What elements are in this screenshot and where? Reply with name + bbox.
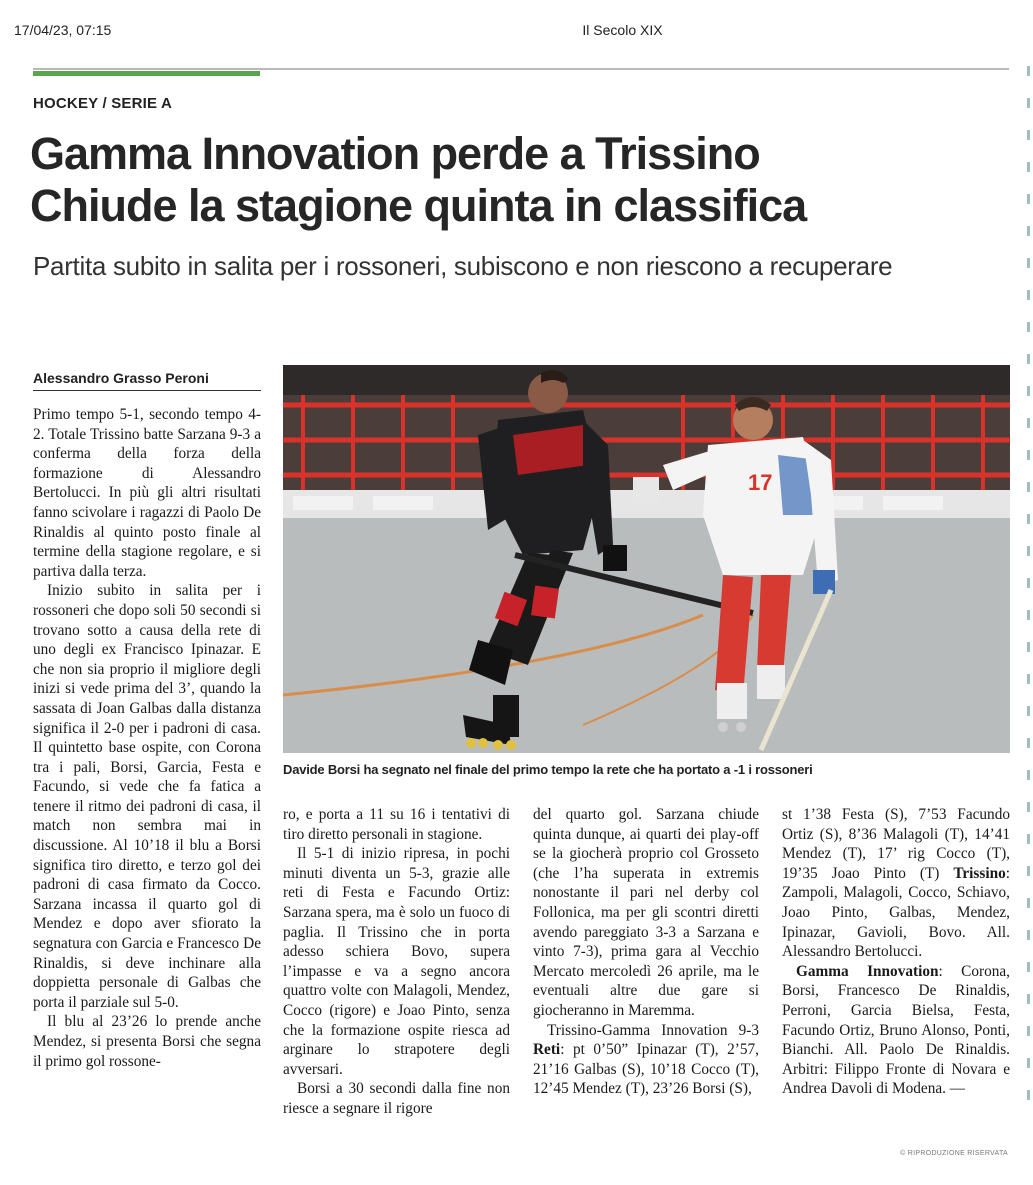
match-summary-continued <box>782 805 1010 962</box>
publication-name: Il Secolo XIX <box>582 22 663 38</box>
gamma-lineup: : Corona, Borsi, Francesco De Rinaldis, Perroni, Garcia Bielsa, Festa, Facundo Ortiz, Bruno Alonso, Ponti, Bianchi. All. Paolo De Rinaldis. Arbitri: Filippo Fronte di Novara e Andrea Davoli di Modena. — <box>782 962 1011 1098</box>
article-column-2 <box>283 805 510 1119</box>
section-label: HOCKEY / SERIE A <box>33 95 173 112</box>
match-summary <box>533 1021 759 1099</box>
headline-line-1: Gamma Innovation perde a Trissino <box>30 128 760 179</box>
margin-marks <box>1027 66 1033 1146</box>
headline-line-2: Chiude la stagione quinta in classifica <box>30 180 807 231</box>
gamma-lineup-paragraph <box>782 962 1010 1099</box>
byline: Alessandro Grasso Peroni <box>33 370 261 391</box>
paragraph-3: Il blu al 23’26 lo prende anche Mendez, si presenta Borsi che segna il primo gol rossone- <box>33 1013 261 1070</box>
goals-continued: st 1’38 Festa (S), 7’53 Facundo Ortiz (S), 8’36 Malagoli (T), 14’41 Mendez (T), 17’ rig Cocco (T), 19’35 Joao Pinto (T) <box>782 806 1010 882</box>
article-photo <box>283 365 1010 753</box>
paragraph-4: Il 5-1 di inizio ripresa, in pochi minuti diventa un 5-3, grazie alle reti di Festa e Facundo Ortiz: Sarzana spera, ma è solo un fuoco di paglia. Il Trissino che in porta adesso schiera Bovo, supera l’impasse e va a segno ancora quattro volte con Malagoli, Mendez, Cocco (rigore) e Joao Pinto, senza che la formazione ospite riesca ad arginare lo strapotere degli avversari. <box>283 845 510 1078</box>
photo-caption: Davide Borsi ha segnato nel finale del primo tempo la rete che ha portato a -1 i rossoneri <box>283 762 813 777</box>
paragraph-2: Inizio subito in salita per i rossoneri che dopo soli 50 secondi si trovano sotto a causa della rete di uno degli ex Francisco Ipinazar. E che non sia proprio il migliore degli inizi si vede prima del 3’, quando la sassata di Joan Galbas dalla distanza significa il 2-0 per i padroni di casa. Il quintetto base ospite, con Corona tra i pali, Borsi, Garcia, Festa e Facundo, si vede che fa fatica a tenere il ritmo dei padroni di casa, il match non sembra mai in discussione. Al 10’18 il blu a Borsi significa tiro diretto, e terzo gol dei padroni di casa firmato da Cocco. Sarzana incassa il quarto gol di Mendez e dopo aver sfiorato la segnatura con Garcia e Francesco De Rinaldis, si deve inchinare alla doppietta personale di Galbas che porta il parziale sul 5-0. <box>33 582 261 1011</box>
reproduction-notice: © RIPRODUZIONE RISERVATA <box>900 1150 1008 1157</box>
article-column-3 <box>533 805 759 1099</box>
headline <box>30 128 1020 232</box>
trissino-label: Trissino <box>953 864 1006 882</box>
gamma-label: Gamma Innovation <box>796 962 939 980</box>
paragraph-5: Borsi a 30 secondi dalla fine non riesce a segnare il rigore <box>283 1080 510 1117</box>
accent-rule <box>33 71 260 76</box>
paragraph-3-continued: ro, e porta a 11 su 16 i tentativi di tiro diretto personali in stagione. <box>283 806 510 843</box>
trissino-lineup: : Zampoli, Malagoli, Cocco, Schiavo, Joao Pinto, Galbas, Mendez, Ipinazar, Gavioli, Bovo. All. Alessandro Bertolucci. <box>782 864 1010 961</box>
reti-label: Reti <box>533 1041 561 1059</box>
article-column-1 <box>33 405 261 1071</box>
match-title: Trissino-Gamma Innovation 9-3 <box>547 1021 759 1039</box>
print-header <box>0 22 1033 42</box>
top-rule <box>33 68 1009 70</box>
print-datetime: 17/04/23, 07:15 <box>14 22 112 38</box>
article-column-4 <box>782 805 1010 1099</box>
hockey-players-image <box>283 365 1010 753</box>
jersey-number: 17 <box>748 470 773 495</box>
subheadline: Partita subito in salita per i rossoneri, subiscono e non riescono a recuperare <box>33 251 893 281</box>
paragraph-1: Primo tempo 5-1, secondo tempo 4-2. Totale Trissino batte Sarzana 9-3 a conferma della forza della formazione di Alessandro Bertolucci. In più gli altri risultati fanno scivolare i ragazzi di Paolo De Rinaldis al quinto posto finale al termine della stagione regolare, e si partiva dalla terza. <box>33 406 261 580</box>
paragraph-5-continued: del quarto gol. Sarzana chiude quinta dunque, ai quarti dei play-off se la giocherà proprio col Grosseto (che l’ha superata in extremis nonostante il pari nel derby col Follonica, ma per gli scontri diretti avendo pareggiato 3-3 a Sarzana e vinto 7-3), prima gara al Vecchio Mercato mercoledì 26 aprile, ma le eventuali altre due gare si giocheranno in Maremma. <box>533 806 759 1019</box>
reti-text: : pt 0’50” Ipinazar (T), 2’57, 21’16 Galbas (S), 10’18 Cocco (T), 12’45 Mendez (T), 23’26 Borsi (S), <box>533 1041 759 1098</box>
